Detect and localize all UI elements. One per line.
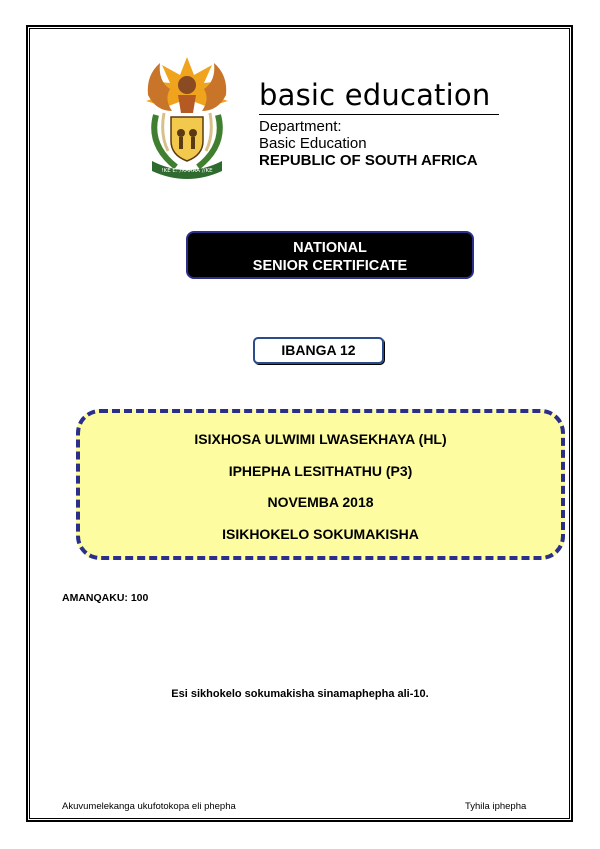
country-name: REPUBLIC OF SOUTH AFRICA [259, 152, 478, 169]
certificate-line-1: NATIONAL [293, 240, 367, 256]
pages-note: Esi sikhokelo sokumakisha sinamaphepha ali-10. [171, 688, 429, 700]
department-label: Department: [259, 118, 342, 135]
department-block [259, 118, 478, 169]
exam-doc-type: ISIKHOKELO SOKUMAKISHA [222, 526, 419, 542]
footer-copy-notice: Akuvumelekanga ukufotokopa eli phepha [62, 801, 236, 812]
exam-paper: IPHEPHA LESITHATHU (P3) [228, 463, 413, 479]
certificate-banner [186, 231, 474, 279]
department-name: Basic Education [259, 135, 367, 152]
certificate-line-2: SENIOR CERTIFICATE [252, 258, 408, 274]
brand-title: basic education [259, 78, 491, 112]
crest-motto: !KE E: /XARRA //KE [161, 168, 213, 174]
exam-subject: ISIXHOSA ULWIMI LWASEKHAYA (HL) [194, 431, 447, 447]
coat-of-arms-logo [138, 55, 236, 180]
brand-divider [259, 114, 499, 115]
footer-turn-page: Tyhila iphepha [465, 801, 527, 812]
exam-session: NOVEMBA 2018 [267, 494, 374, 510]
total-marks: AMANQAKU: 100 [62, 592, 149, 604]
exam-details-box [76, 409, 565, 560]
grade-badge: IBANGA 12 [253, 337, 384, 364]
